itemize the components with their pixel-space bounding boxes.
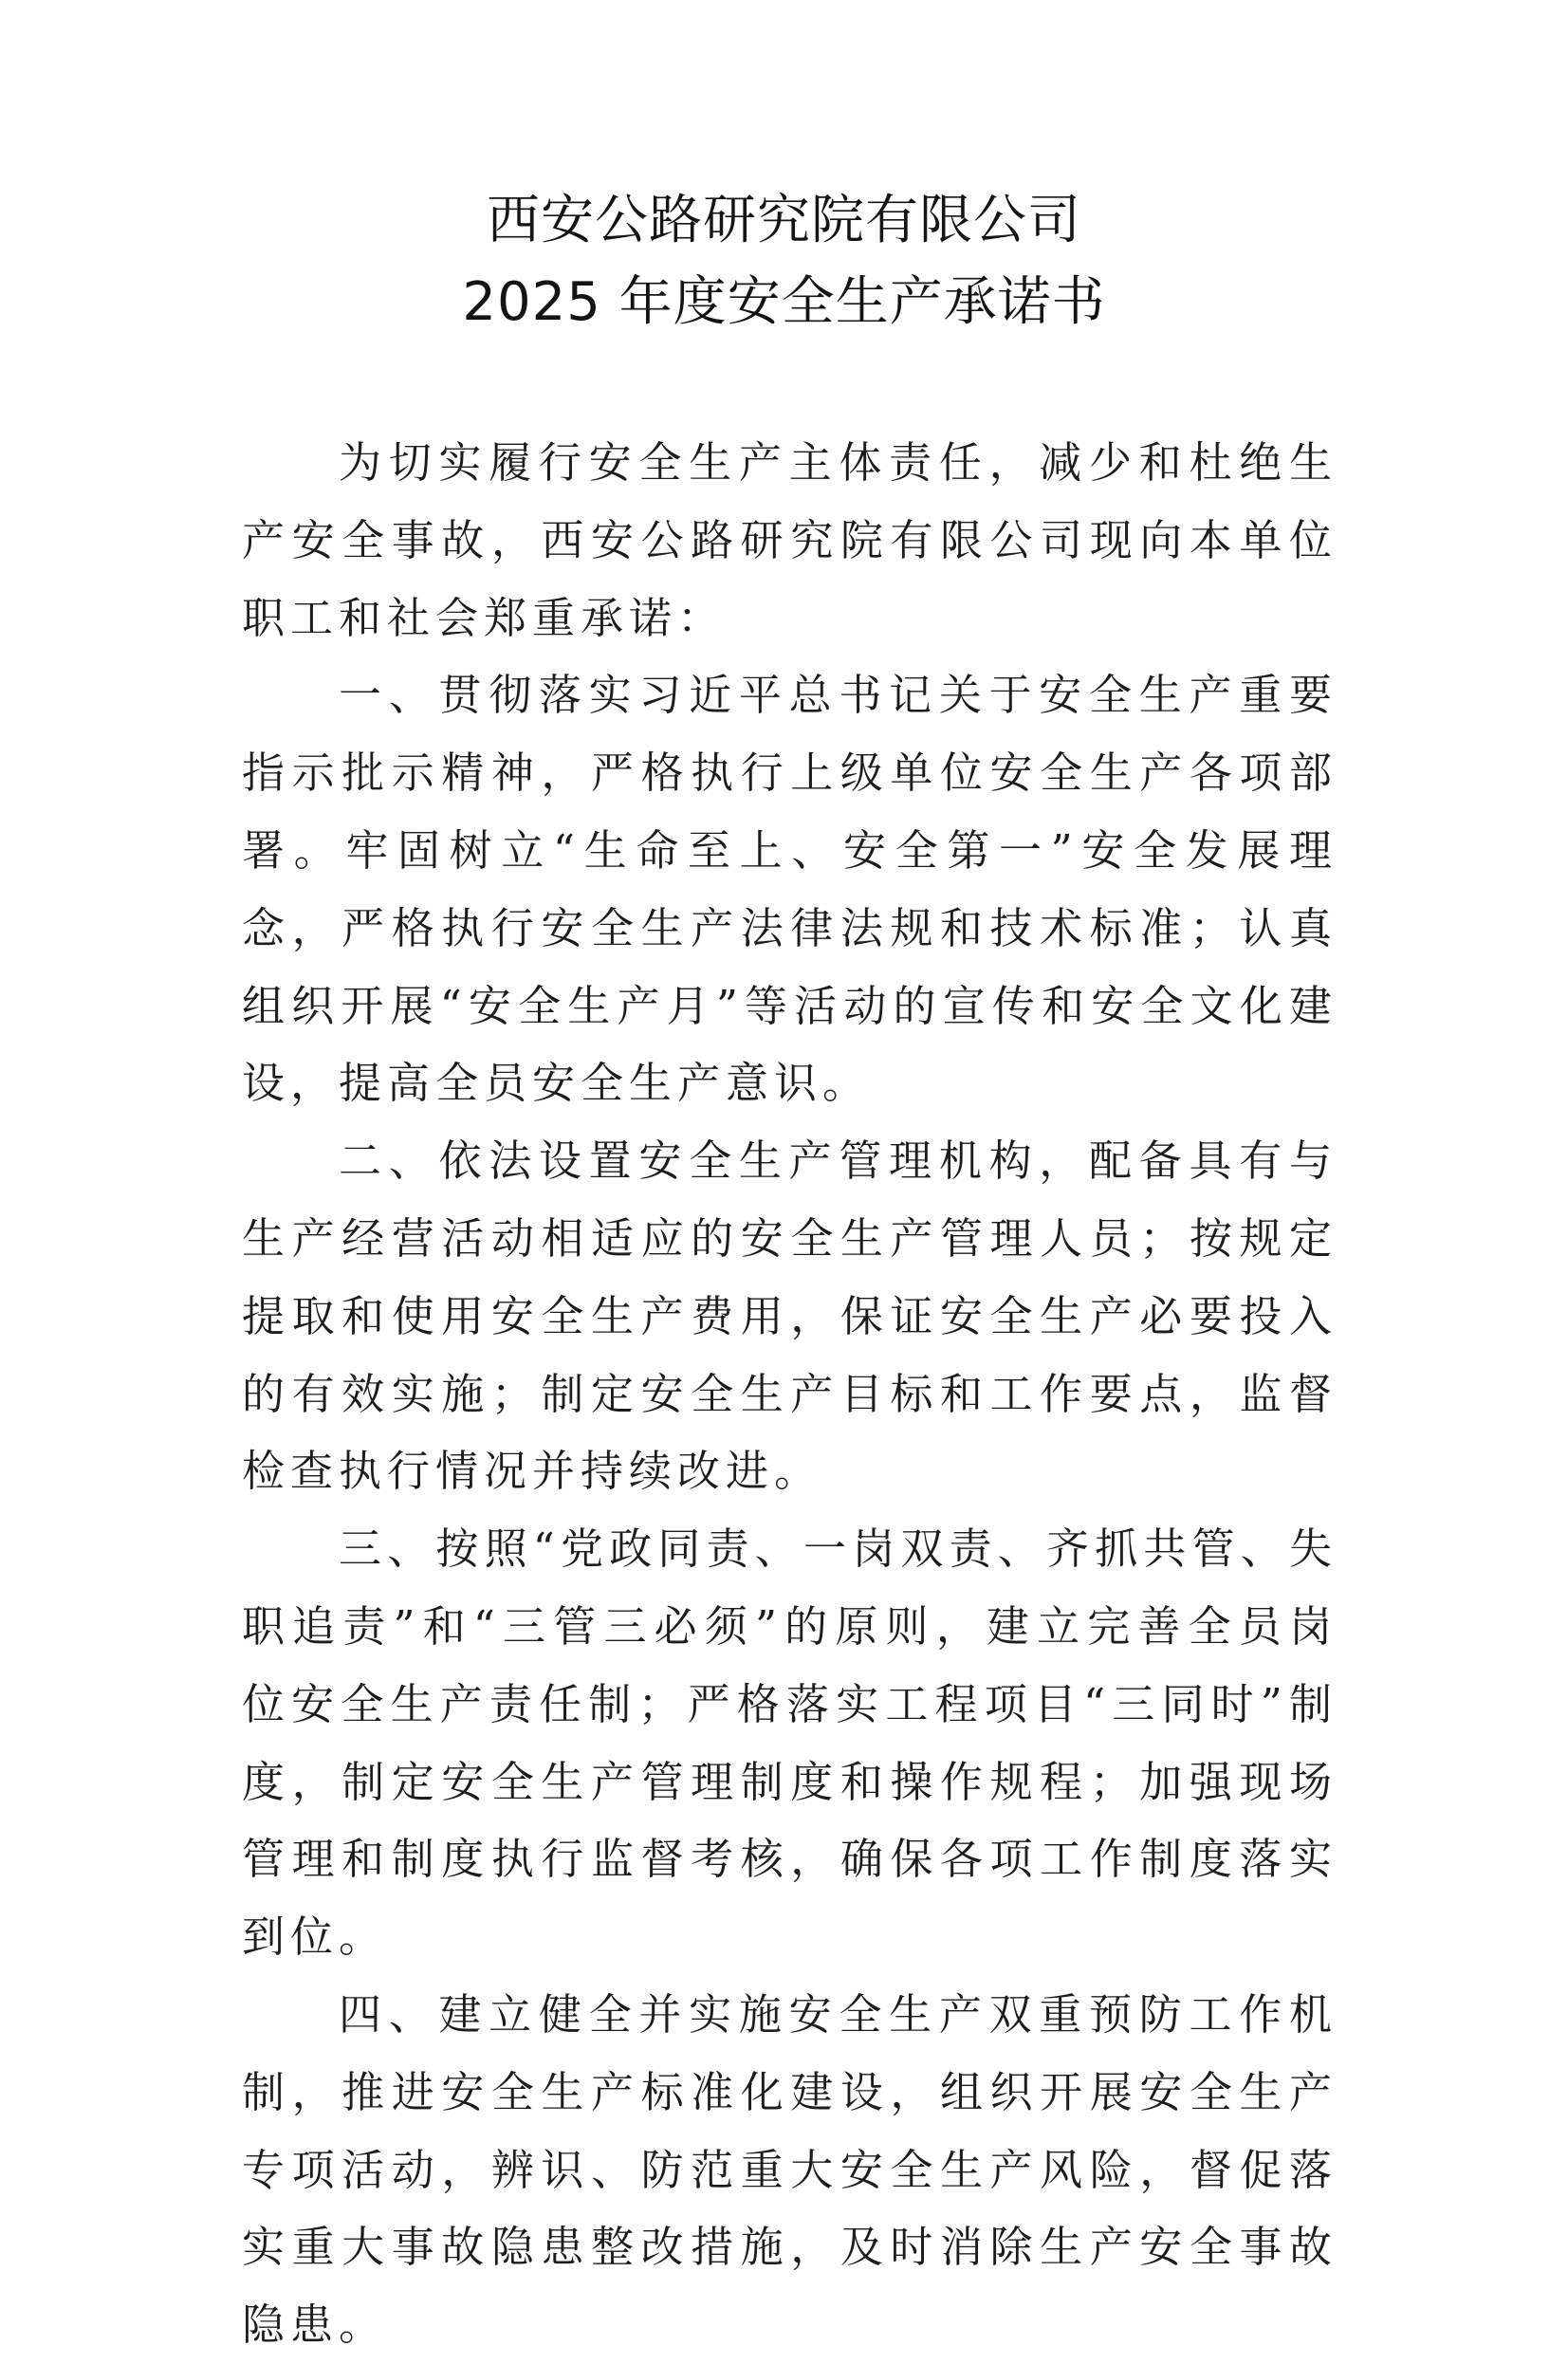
title-line-company: 西安公路研究院有限公司 bbox=[487, 190, 1081, 251]
title-line-commitment: 2025 年度安全生产承诺书 bbox=[462, 271, 1106, 333]
paragraph-intro: 为切实履行安全生产主体责任，减少和杜绝生产安全事故，西安公路研究院有限公司现向本单位职工和社会郑重承诺： bbox=[242, 437, 1337, 643]
paragraph-item-2: 二、依法设置安全生产管理机构，配备具有与生产经营活动相适应的安全生产管理人员；按规定提取和使用安全生产费用，保证安全生产必要投入的有效实施；制定安全生产目标和工作要点，监督检查执行情况并持续改进。 bbox=[242, 1136, 1337, 1497]
document-body bbox=[242, 424, 1337, 2364]
paragraph-item-1: 一、贯彻落实习近平总书记关于安全生产重要指示批示精神，严格执行上级单位安全生产各项部署。牢固树立“生命至上、安全第一”安全发展理念，严格执行安全生产法律法规和技术标准；认真组织开展“安全生产月”等活动的宣传和安全文化建设，提高全员安全生产意识。 bbox=[242, 670, 1337, 1109]
document-title bbox=[0, 180, 1568, 343]
paragraph-item-4: 四、建立健全并实施安全生产双重预防工作机制，推进安全生产标准化建设，组织开展安全生产专项活动，辨识、防范重大安全生产风险，督促落实重大事故隐患整改措施，及时消除生产安全事故隐患。 bbox=[242, 1988, 1337, 2351]
paragraph-item-3: 三、按照“党政同责、一岗双责、齐抓共管、失职追责”和“三管三必须”的原则，建立完善全员岗位安全生产责任制；严格落实工程项目“三同时”制度，制定安全生产管理制度和操作规程；加强现场管理和制度执行监督考核，确保各项工作制度落实到位。 bbox=[242, 1524, 1337, 1963]
